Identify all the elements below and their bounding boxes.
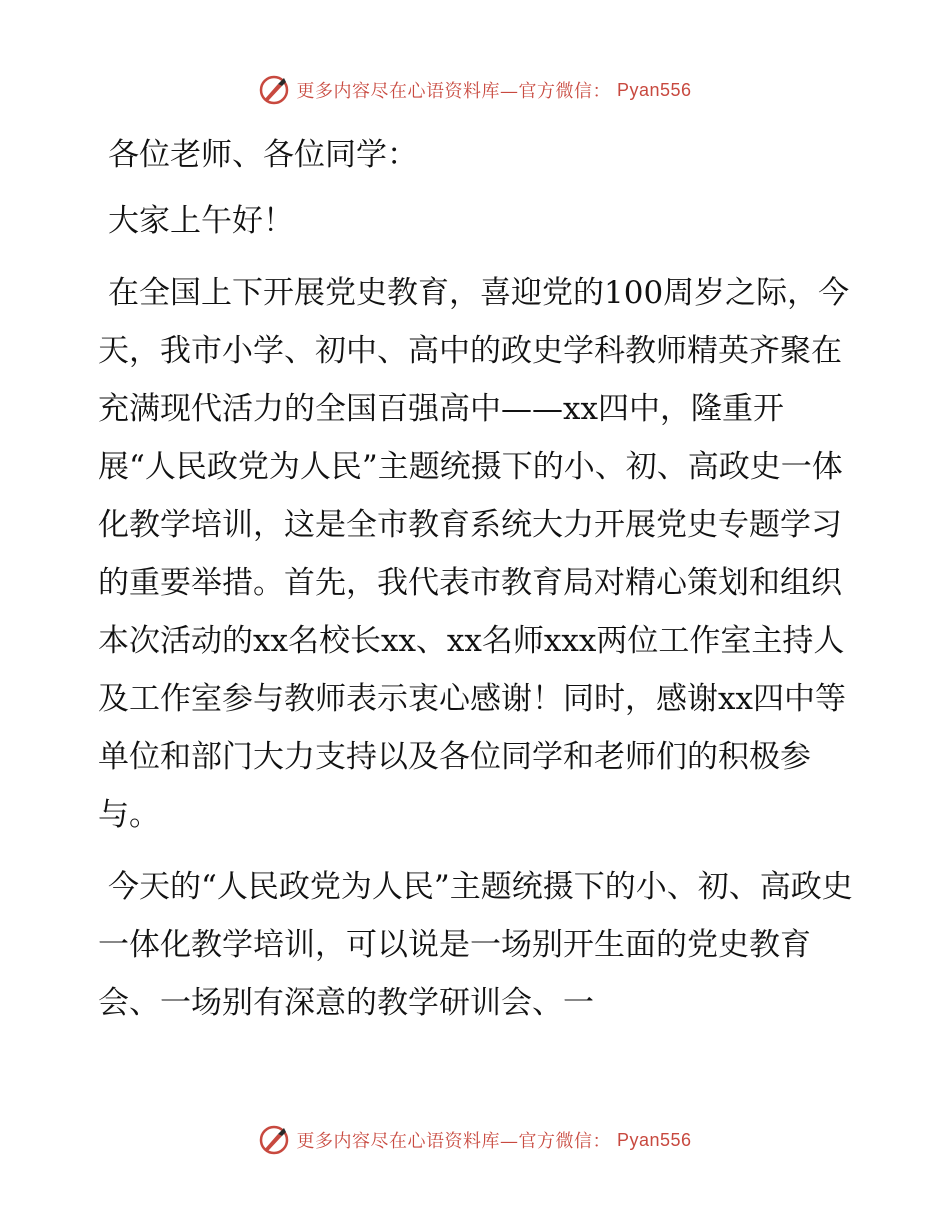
salutation: 各位老师、各位同学： bbox=[108, 137, 418, 173]
watermark-wechat-id: Pyan556 bbox=[616, 79, 692, 100]
watermark-header bbox=[0, 74, 950, 106]
quill-logo-icon bbox=[258, 1124, 290, 1156]
paragraph: 在全国上下开展党史教育，喜迎党的100周岁之际，今天，我市小学、初中、高中的政史学科教师精英齐聚在充满现代活力的全国百强高中——xx四中，隆重开展“人民政党为人民”主题统摄下的小、初、高政史一体化教学培训，这是全市教育系统大力开展党史专题学习的重要举措。首先，我代表市教育局对精心策划和组织本次活动的xx名校长xx、xx名师xxx两位工作室主持人及工作室参与教师表示衷心感谢！同时，感谢xx四中等单位和部门大力支持以及各位同学和老师们的积极参与。 bbox=[98, 275, 850, 833]
watermark-footer bbox=[0, 1124, 950, 1156]
watermark-wechat-id: Pyan556 bbox=[616, 1129, 692, 1150]
quill-logo-icon bbox=[258, 74, 290, 106]
document-body bbox=[98, 126, 858, 1032]
watermark-text: 更多内容尽在心语资料库—官方微信： bbox=[296, 1131, 611, 1152]
greeting: 大家上午好！ bbox=[108, 203, 294, 239]
paragraph: 今天的“人民政党为人民”主题统摄下的小、初、高政史一体化教学培训，可以说是一场别开生面的党史教育会、一场别有深意的教学研训会、一 bbox=[98, 869, 853, 1021]
watermark-text: 更多内容尽在心语资料库—官方微信： bbox=[296, 81, 611, 102]
